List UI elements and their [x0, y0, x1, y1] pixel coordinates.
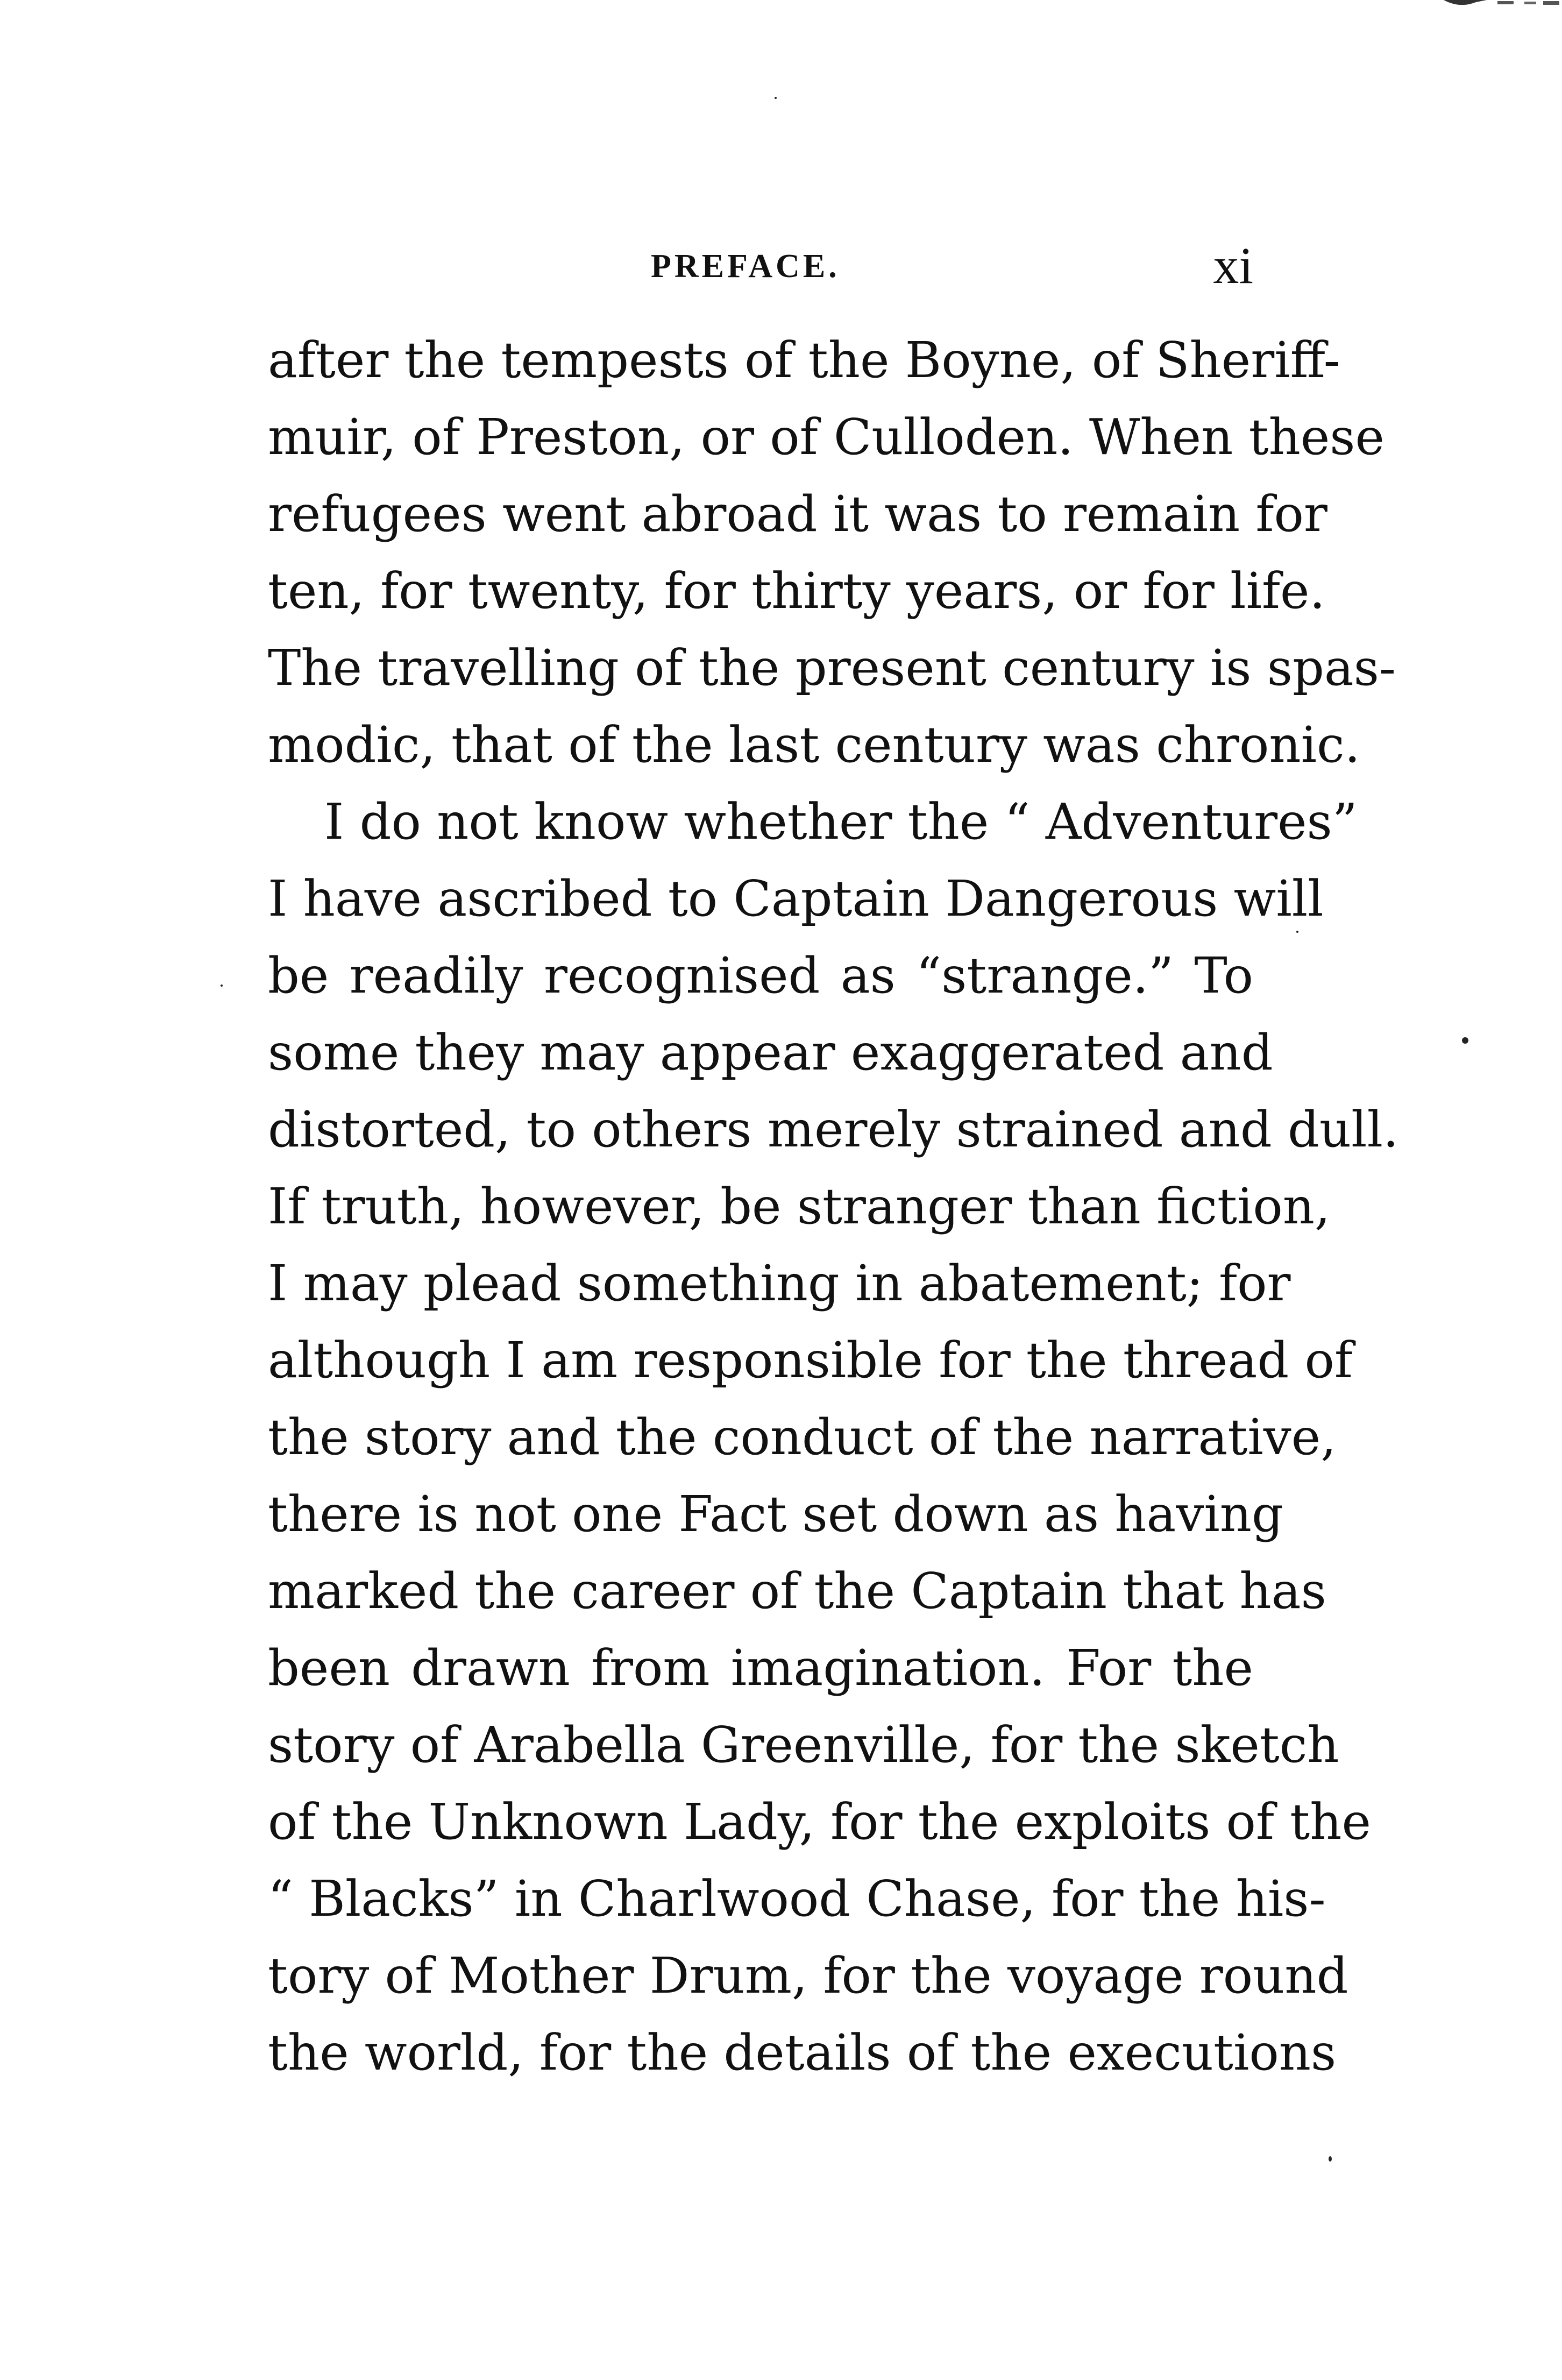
text-line: there is not one Fact set down as having [268, 1485, 1283, 1543]
text-line: The travelling of the present century is spas- [268, 639, 1396, 697]
page-number: xi [1213, 237, 1253, 294]
text-line: I may plead something in abatement; for [268, 1255, 1291, 1312]
running-head [269, 231, 1253, 296]
text-line: story of Arabella Greenville, for the sketch [268, 1716, 1339, 1774]
text-line: the world, for the details of the executions [268, 2024, 1337, 2081]
text-line: although I am responsible for the thread of [268, 1331, 1353, 1389]
preface-text [268, 322, 1399, 2091]
text-line: If truth, however, be stranger than fiction, [268, 1178, 1331, 1235]
text-line: tory of Mother Drum, for the voyage round [268, 1947, 1348, 2004]
paragraph-start-line: I do not know whether the “ Adventures” [324, 793, 1358, 851]
text-line: I have ascribed to Captain Dangerous will [268, 870, 1324, 927]
text-line: distorted, to others merely strained and dull. [268, 1101, 1399, 1158]
running-head-title: PREFACE. [651, 248, 840, 285]
text-line: the story and the conduct of the narrative, [268, 1408, 1337, 1466]
text-line: modic, that of the last century was chronic. [268, 716, 1360, 774]
text-line: muir, of Preston, or of Culloden. When these [268, 408, 1384, 466]
ink-speck [1329, 2156, 1332, 2162]
ink-speck [775, 97, 777, 99]
text-line: after the tempests of the Boyne, of Sheriff- [268, 331, 1340, 389]
scan-edge-mark [1433, 0, 1562, 10]
text-line: be readily recognised as “strange.” To [268, 947, 1253, 1004]
text-line: refugees went abroad it was to remain for [268, 485, 1327, 543]
text-line: “ Blacks” in Charlwood Chase, for the his- [268, 1870, 1326, 1928]
ink-speck [221, 984, 223, 987]
text-line: been drawn from imagination. For the [268, 1639, 1253, 1697]
ink-speck [1462, 1037, 1468, 1044]
text-line: some they may appear exaggerated and [268, 1024, 1273, 1081]
text-line: ten, for twenty, for thirty years, or for life. [268, 562, 1325, 620]
text-line: of the Unknown Lady, for the exploits of the [268, 1793, 1371, 1851]
text-line: marked the career of the Captain that has [268, 1562, 1326, 1620]
ink-speck [1296, 931, 1298, 933]
